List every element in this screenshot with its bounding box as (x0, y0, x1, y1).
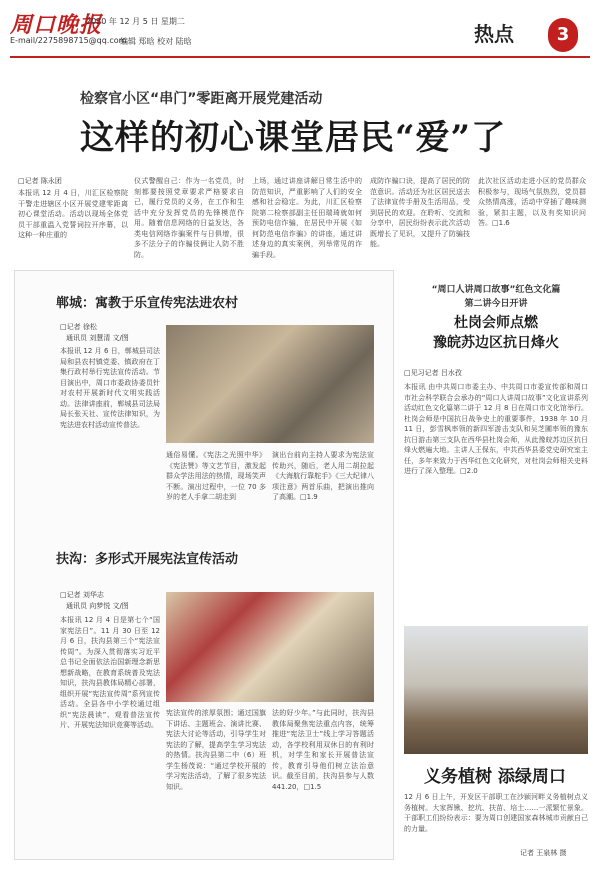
dujun-kicker-2: 第二讲今日开讲 (464, 299, 528, 309)
main-col-4: 成防诈骗口诀，提高了居民的防范意识。活动还为社区居民送去了法律宣传手册及生活用品，受到居民的欢迎。在聆听、交流和分享中，居民纷纷表示此次活动既增长了见识，又提升了防骗技能。 (370, 177, 470, 248)
tree-planting-photo (404, 626, 588, 754)
fugou-col-3: 法的好少年。”与此同时，扶沟县教体局聚焦宪法重点内容，统筹推进“宪法卫士”线上学习答题活动，各学校利用双休日的有利时机，对学生和家长开展普法宣传，教育引导他们树立法治意识。截至目前，扶沟县参与人数 441.20，□1.5 (272, 709, 374, 791)
page-number-badge: 3 (548, 18, 578, 52)
yucheng-col-2: 通俗易懂。《宪法之光照中华》《宪法赞》等文艺节目，激发起群众学法用法的热情，现场笑声不断。演出过程中，一位 70 多岁的老人手拿二胡走到 (166, 451, 266, 501)
dujun-title-2: 豫皖苏边区抗日烽火 (433, 335, 559, 351)
dujun-byline: □见习记者 吕水孜 (404, 369, 462, 377)
masthead-rule (10, 56, 590, 58)
section-title: 热点 (474, 22, 514, 46)
dujun-title-1: 杜岗会师点燃 (454, 315, 538, 331)
fugou-col-2: 宪法宣传的浓厚氛围；通过国旗下讲话、主题班会、演讲比赛、宪法大讨论等活动，引导学生对宪法的了解，提高学生学习宪法的热情。扶沟县第二中（6）班学生杨茂说：“通过学校开展的学习宪法活动，了解了很多宪法知识。 (166, 709, 266, 791)
yucheng-byline-1: □记者 徐松 (60, 323, 97, 331)
fugou-byline-1: □记者 刘华志 (60, 591, 104, 599)
main-col-3: 上场，通过讲座讲解日常生活中的防范知识，严重影响了人们的安全感和社会稳定。为此，川汇区检察院第二检察部副主任田瑞琦就如何预防电信诈骗，在居民中开展《如何防范电信诈骗》的讲座，通过讲述身边的真实案例，列举常见的诈骗手段。 (252, 177, 362, 259)
main-col-5: 此次社区活动走进小区的党员群众积极参与，现场气氛热烈，党员群众热情高涨，活动中穿插了趣味测验，紧扣主题，以及有奖知识问答。□1.6 (478, 177, 586, 227)
tree-byline: 记者 王泉林 摄 (520, 849, 567, 857)
fugou-title: 扶沟：多形式开展宪法宣传活动 (56, 552, 239, 567)
main-kicker: 检察官小区“串门”零距离开展党建活动 (80, 91, 323, 107)
main-col-2: 仪式警醒自己：作为一名党员，时刻都要按照党章要求严格要求自己，履行党员的义务，在工作和生活中充分发挥党员的先锋模范作用。随着信息网络的日益发达，各类电信网络诈骗案件与日俱增，很多不法分子的诈骗伎俩让人防不胜防。 (134, 177, 244, 259)
dujun-body: 本报讯 由中共周口市委主办、中共周口市委宣传部和周口市社会科学联合会承办的“周口人讲周口故事”文化宣讲系列活动红色文化篇第二讲于 12 月 8 日在周口市文化馆举行。杜岗会师是中国抗日战争史上的重要事件，1938 年 10 月 11 日，彭雪枫率领的新四军游击支队和吴芝圃率领的豫东抗日游击第三支队在西华县杜岗会师，从此豫皖苏边区抗日烽火燃遍大地。主讲人王保东，中共西华县委党史研究室主任，多年来致力于西华红色文化研究，对杜岗会师相关史料进行了深入整理。□2.0 (404, 383, 588, 475)
yucheng-col-3: 演出台前向主持人要求为宪法宣传助兴，随后，老人用二胡拉起《大海航行靠舵手》《三大纪律八项注意》两首乐曲，把演出推向了高潮。□1.9 (272, 451, 374, 501)
dujun-kicker: “周口人讲周口故事”红色文化篇 (431, 285, 561, 295)
issue-date: 2020 年 12 月 5 日 星期二 (86, 17, 185, 26)
fugou-col-1: 本报讯 12 月 4 日是第七个“国家宪法日”。11 月 30 日至 12 月 6 日，扶沟县第三个“宪法宣传周”。为深入贯彻落实习近平总书记全面依法治国新理念新思想新战略，在教育系统普及宪法知识，扶沟县教体局精心部署，组织开展“宪法宣传周”系列宣传活动。全县各中小学校通过组织“宪法晨读”、观看普法宣传片、开展宪法知识竞赛等活动。 (60, 616, 160, 729)
fugou-byline-2: 通讯员 向梦悦 文/图 (66, 602, 129, 610)
yucheng-byline-2: 通讯员 刘慧清 文/图 (66, 334, 129, 342)
editor-credits: 编辑 郑晗 校对 陆晗 (120, 37, 192, 46)
fugou-photo (166, 592, 374, 702)
main-headline: 这样的初心课堂居民“爱”了 (80, 118, 507, 158)
contact-email: E-mail/2275898715@qq.com (10, 36, 127, 45)
yucheng-title: 郸城：寓教于乐宣传宪法进农村 (56, 296, 239, 311)
tree-body: 12 月 6 日上午，开发区干部职工在沙颍河畔义务植树点义务植树。大家挥锹、挖坑、扶苗、培土……一派繁忙景象。干部职工们纷纷表示：要为周口创建国家森林城市贡献自己的力量。 (404, 793, 588, 833)
tree-title: 义务植树 添绿周口 (424, 767, 566, 787)
newspaper-logo: 周口晚报 (10, 12, 103, 38)
main-byline: □记者 陈永团 (18, 177, 62, 185)
yucheng-photo (166, 325, 374, 443)
main-col-1: 本报讯 12 月 4 日，川汇区检察院干警走进辖区小区开展党建零距离初心课堂活动。活动以现场全体党员干部重温入党誓词拉开序幕，以这种一种庄重的 (18, 189, 128, 239)
yucheng-col-1: 本报讯 12 月 6 日，郸城县司法局和县农村镇党委、镇政府在丁集行政村举行宪法宣传活动。节目演出中，周口市委政协委员针对农村开展新时代文明实践活动。法律讲座前，郸城县司法局局长张天社、宣传法律知识，为宪法进农村活动宣传普法。 (60, 347, 160, 429)
